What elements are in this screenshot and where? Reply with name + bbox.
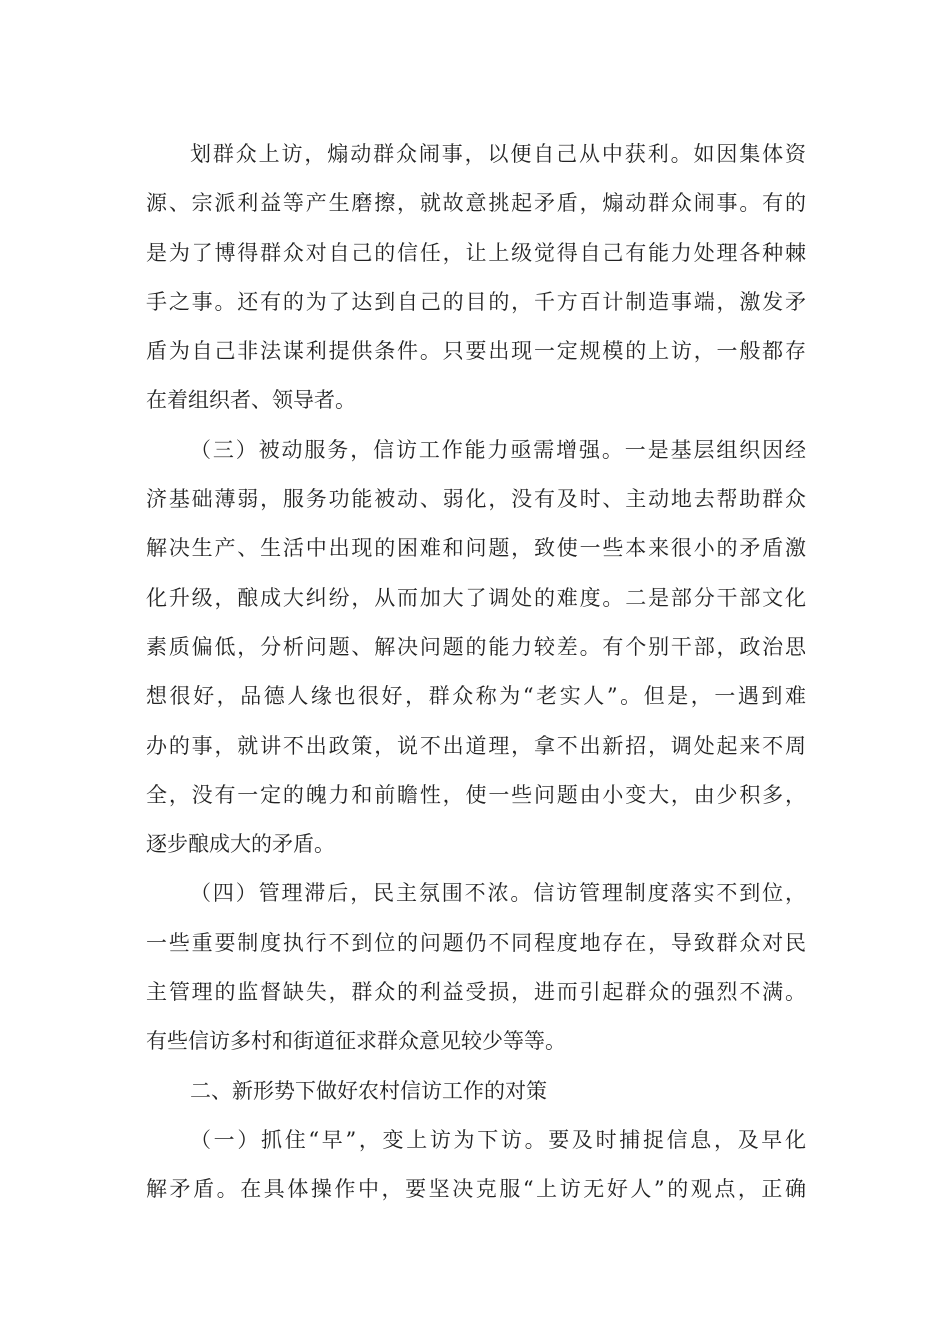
text-line: 化升级，酿成大纠纷，从而加大了调处的难度。二是部分干部文化	[146, 585, 806, 610]
text-line: 是为了博得群众对自己的信任，让上级觉得自己有能力处理各种棘	[146, 240, 806, 265]
text-line: 素质偏低，分析问题、解决问题的能力较差。有个别干部，政治思	[146, 634, 806, 659]
text-line: 办的事，就讲不出政策，说不出道理，拿不出新招，调处起来不周	[146, 733, 806, 758]
section-heading-line: （三）被动服务，信访工作能力亟需增强。一是基层组织因经	[190, 437, 806, 462]
text-line: 在着组织者、领导者。	[146, 388, 356, 413]
text-line: 全，没有一定的魄力和前瞻性，使一些问题由小变大，由少积多，	[146, 782, 806, 807]
text-line: 逐步酿成大的矛盾。	[146, 832, 335, 857]
text-line: 手之事。还有的为了达到自己的目的，千方百计制造事端，激发矛	[146, 289, 806, 314]
section-heading-line: （四）管理滞后，民主氛围不浓。信访管理制度落实不到位，	[190, 881, 806, 906]
chapter-heading-line: 二、新形势下做好农村信访工作的对策	[190, 1078, 547, 1103]
text-line: 盾为自己非法谋利提供条件。只要出现一定规模的上访，一般都存	[146, 339, 806, 364]
text-line: 一些重要制度执行不到位的问题仍不同程度地存在，导致群众对民	[146, 930, 806, 955]
text-line: 想很好，品德人缘也很好，群众称为“老实人”。但是，一遇到难	[146, 684, 806, 709]
text-line: 主管理的监督缺失，群众的利益受损，进而引起群众的强烈不满。	[146, 980, 806, 1005]
text-line: 解矛盾。在具体操作中，要坚决克服“上访无好人”的观点，正确	[146, 1177, 806, 1202]
text-line: 解决生产、生活中出现的困难和问题，致使一些本来很小的矛盾激	[146, 536, 806, 561]
text-line: 有些信访多村和街道征求群众意见较少等等。	[146, 1029, 566, 1054]
text-line: 济基础薄弱，服务功能被动、弱化，没有及时、主动地去帮助群众	[146, 487, 806, 512]
section-heading-line: （一）抓住“早”，变上访为下访。要及时捕捉信息，及早化	[190, 1127, 806, 1152]
text-line: 源、宗派利益等产生磨擦，就故意挑起矛盾，煽动群众闹事。有的	[146, 191, 806, 216]
document-body	[146, 130, 806, 1215]
text-line: 划群众上访，煽动群众闹事，以便自己从中获利。如因集体资	[190, 142, 806, 166]
